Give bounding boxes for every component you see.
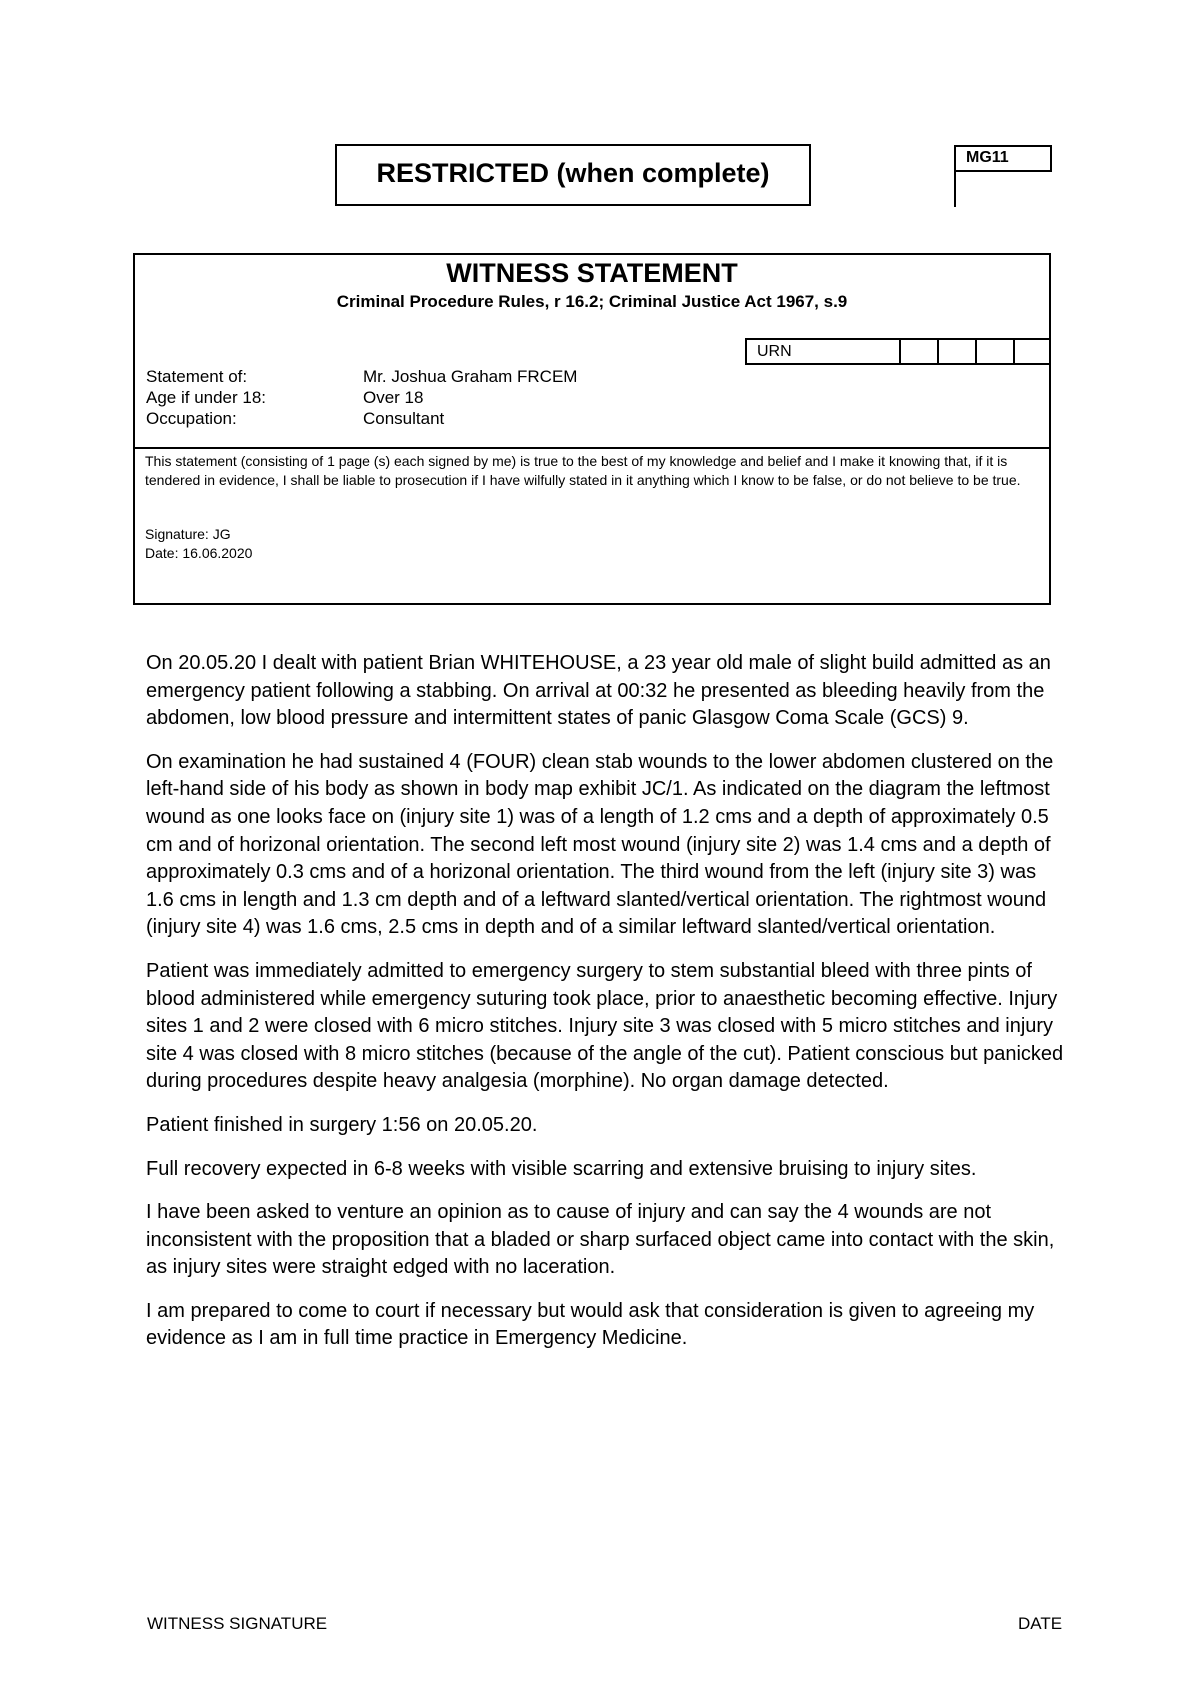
witness-details bbox=[146, 366, 577, 429]
urn-cell[interactable] bbox=[1013, 340, 1051, 363]
age-label: Age if under 18: bbox=[146, 388, 267, 407]
statement-of-row bbox=[146, 366, 577, 387]
statement-of-value: Mr. Joshua Graham FRCEM bbox=[363, 367, 578, 386]
restricted-banner bbox=[335, 144, 811, 206]
signature-line: Signature: JG bbox=[145, 526, 231, 542]
urn-label: URN bbox=[745, 340, 899, 363]
occupation-label: Occupation: bbox=[146, 409, 237, 428]
age-row bbox=[146, 387, 577, 408]
body-paragraph: Patient finished in surgery 1:56 on 20.05.20. bbox=[146, 1113, 538, 1136]
body-paragraph: I have been asked to venture an opinion as to cause of injury and can say the 4 wounds are not inconsistent with the proposition that a bladed or sharp surfaced object came into contact with the skin, as injury sites were straight edged with no laceration. bbox=[146, 1201, 1055, 1279]
urn-cell[interactable] bbox=[975, 340, 1013, 363]
urn-field[interactable] bbox=[745, 338, 1051, 365]
date-line: Date: 16.06.2020 bbox=[145, 545, 253, 561]
age-value: Over 18 bbox=[363, 388, 424, 407]
urn-cell[interactable] bbox=[937, 340, 975, 363]
footer-witness-signature: WITNESS SIGNATURE bbox=[147, 1614, 328, 1633]
form-code: MG11 bbox=[954, 145, 1052, 172]
statement-subtitle: Criminal Procedure Rules, r 16.2; Criminal Justice Act 1967, s.9 bbox=[336, 292, 848, 311]
statement-body bbox=[146, 650, 1066, 1369]
witness-statement-panel bbox=[133, 253, 1051, 605]
section-divider bbox=[135, 447, 1049, 449]
body-paragraph: On 20.05.20 I dealt with patient Brian WHITEHOUSE, a 23 year old male of slight build admitted as an emergency patient following a stabbing. On arrival at 00:32 he presented as bleeding heavily from the abdomen, low blood pressure and intermittent states of panic Glasgow Coma Scale (GCS) 9. bbox=[146, 652, 1051, 730]
restricted-label: RESTRICTED (when complete) bbox=[376, 158, 770, 188]
urn-cell[interactable] bbox=[899, 340, 937, 363]
body-paragraph: I am prepared to come to court if necessary but would ask that consideration is given to agreeing my evidence as I am in full time practice in Emergency Medicine. bbox=[146, 1299, 1035, 1350]
statement-of-label: Statement of: bbox=[146, 367, 248, 386]
statement-title: WITNESS STATEMENT bbox=[446, 258, 738, 288]
occupation-row bbox=[146, 408, 577, 429]
body-paragraph: Full recovery expected in 6-8 weeks with visible scarring and extensive bruising to injury sites. bbox=[146, 1157, 977, 1180]
footer-date: DATE bbox=[1018, 1614, 1063, 1633]
body-paragraph: Patient was immediately admitted to emergency surgery to stem substantial bleed with three pints of blood administered while emergency suturing took place, prior to anaesthetic becoming effective. Injury sites 1 and 2 were closed with 6 micro stitches. Injury site 3 was closed with 5 micro stitches and injury site 4 was closed with 8 micro stitches (because of the angle of the cut). Patient conscious but panicked during procedures despite heavy analgesia (morphine). No organ damage detected. bbox=[146, 959, 1064, 1093]
body-paragraph: On examination he had sustained 4 (FOUR) clean stab wounds to the lower abdomen clustered on the left-hand side of his body as shown in body map exhibit JC/1. As indicated on the diagram the leftmost wound as one looks face on (injury site 1) was of a length of 1.2 cms and a depth of approximately 0.5 cm and of horizonal orientation. The second left most wound (injury site 2) was 1.4 cms and a depth of approximately 0.3 cms and of a horizonal orientation. The third wound from the left (injury site 3) was 1.6 cms in length and 1.3 cm depth and of a leftward slanted/vertical orientation. The rightmost wound (injury site 4) was 1.6 cms, 2.5 cms in depth and of a similar leftward slanted/vertical orientation. bbox=[146, 750, 1054, 939]
occupation-value: Consultant bbox=[363, 409, 445, 428]
declaration-text: This statement (consisting of 1 page (s) each signed by me) is true to the best of my knowledge and belief and I make it knowing that, if it is tendered in evidence, I shall be liable to prosecution if I have wilfully stated in it anything which I know to be false, or do not believe to be true. bbox=[145, 453, 1021, 488]
signature-block bbox=[145, 525, 252, 563]
form-code-bracket bbox=[954, 171, 956, 207]
